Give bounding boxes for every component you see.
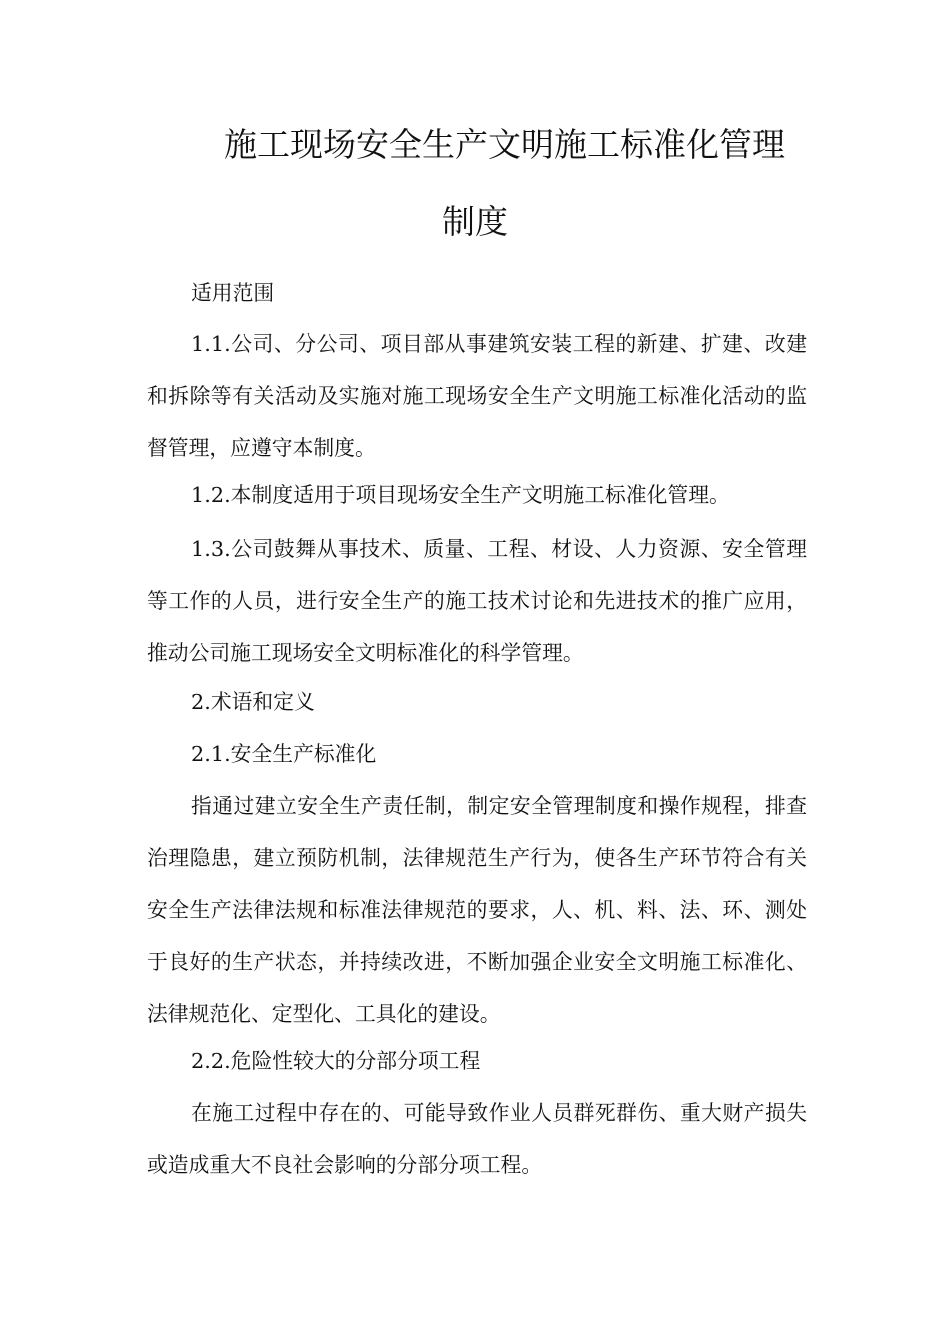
subsection-heading-2-1: 2.1.安全生产标准化 [191, 742, 377, 766]
paragraph-1-2: 1.2.本制度适用于项目现场安全生产文明施工标准化管理。 [191, 483, 730, 507]
document-title-line-2: 制度 [442, 202, 508, 241]
paragraph-1-3: 1.3.公司鼓舞从事技术、质量、工程、材设、人力资源、安全管理等工作的人员，进行安全生产的施工技术讨论和先进技术的推广应用，推动公司施工现场安全文明标准化的科学管理。 [147, 537, 807, 665]
paragraph-1-1: 1.1.公司、分公司、项目部从事建筑安装工程的新建、扩建、改建和拆除等有关活动及实施对施工现场安全生产文明施工标准化活动的监督管理，应遵守本制度。 [147, 332, 807, 460]
paragraph-2-1-definition: 指通过建立安全生产责任制，制定安全管理制度和操作规程，排查治理隐患，建立预防机制，法律规范生产行为，使各生产环节符合有关安全生产法律法规和标准法律规范的要求，人、机、料、法、环、测处于良好的生产状态，并持续改进，不断加强企业安全文明施工标准化、法律规范化、定型化、工具化的建设。 [147, 794, 807, 1026]
section-heading-scope: 适用范围 [191, 281, 275, 305]
document-title-line-1: 施工现场安全生产文明施工标准化管理 [224, 125, 785, 164]
section-heading-terms: 2.术语和定义 [191, 690, 315, 714]
paragraph-2-2-definition: 在施工过程中存在的、可能导致作业人员群死群伤、重大财产损失或造成重大不良社会影响的分部分项工程。 [147, 1101, 807, 1177]
subsection-heading-2-2: 2.2.危险性较大的分部分项工程 [191, 1049, 481, 1073]
